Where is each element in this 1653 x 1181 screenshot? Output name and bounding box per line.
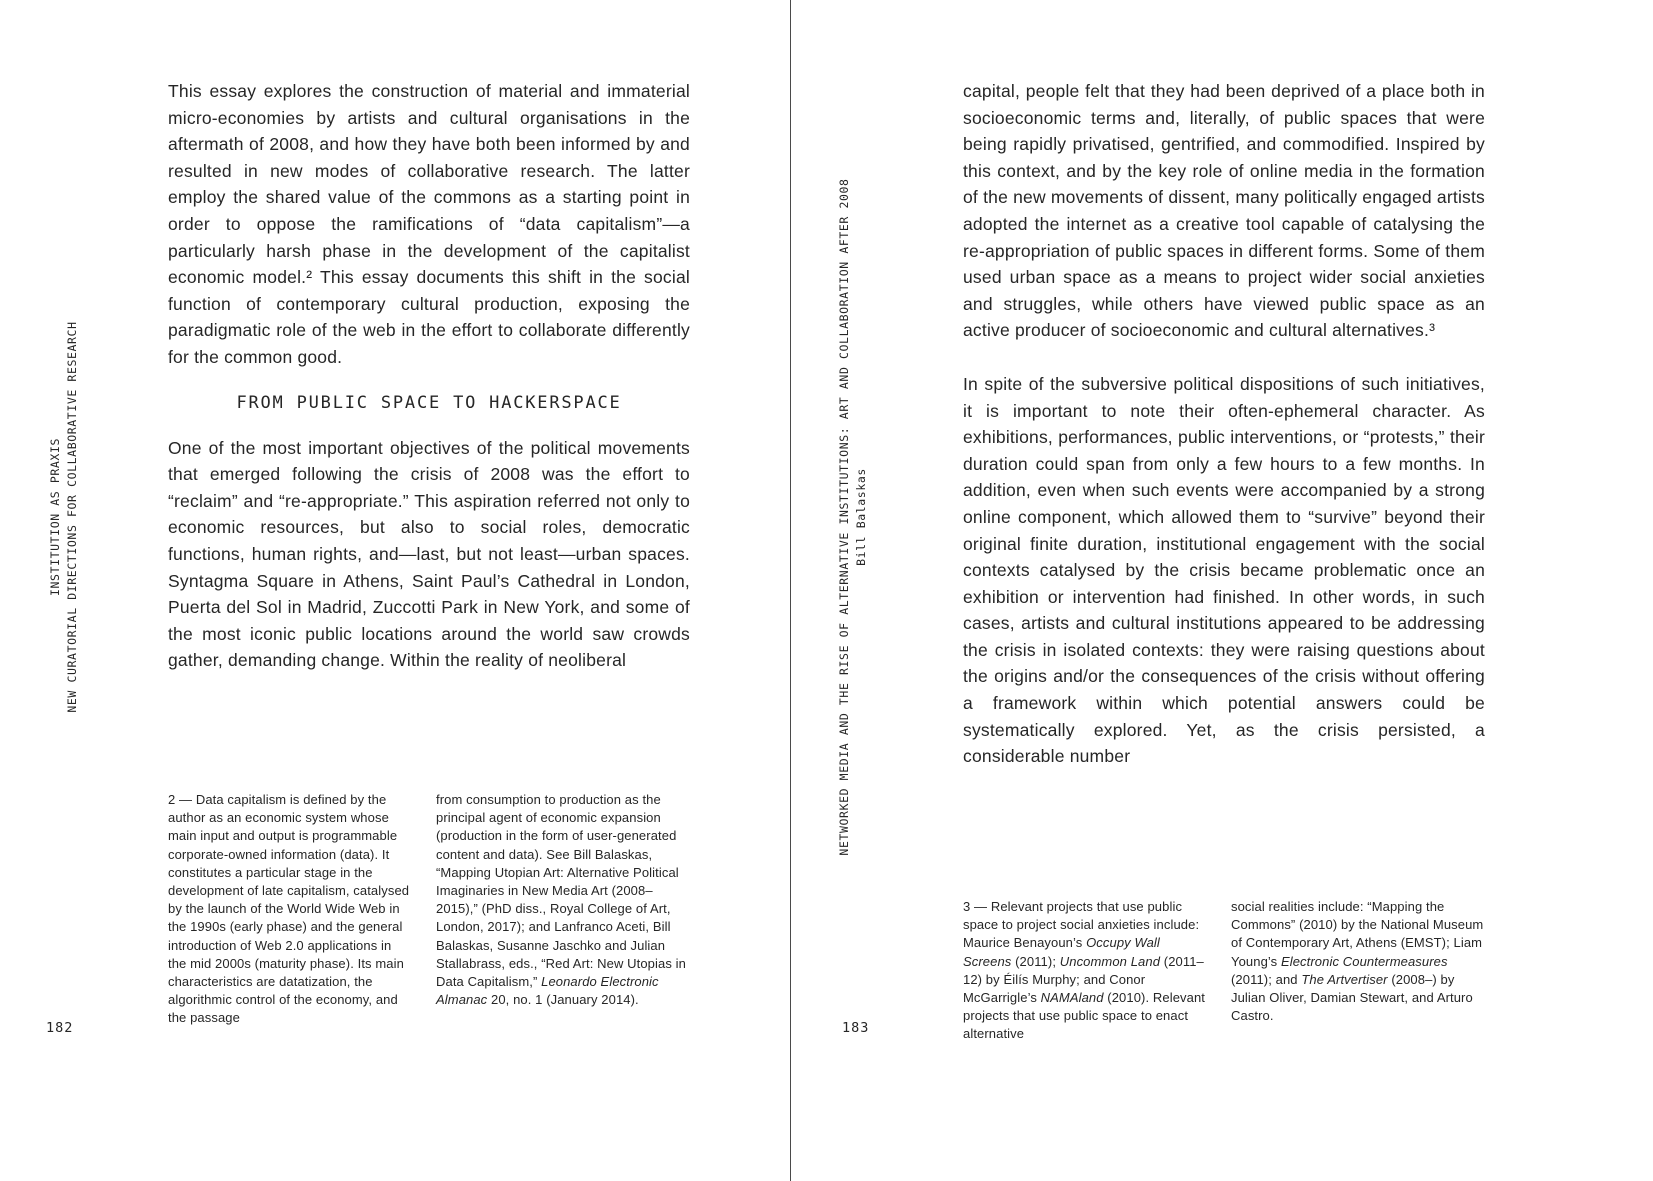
page-divider [790, 0, 791, 1181]
right-footnotes [963, 898, 1485, 1044]
page-number: 183 [842, 1020, 870, 1036]
right-body-column [963, 78, 1485, 770]
paragraph: This essay explores the construction of material and immaterial micro-economies by artists and cultural organisations in the aftermath of 2008, and how they have both been informed by and resulted in new modes of collaborative research. The latter employ the shared value of the commons as a starting point in order to oppose the ramifications of “data capitalism”—a particularly harsh phase in the development of the capitalist economic model.² This essay documents this shift in the social function of contemporary cultural production, exposing the paradigmatic role of the web in the effort to collaborate differently for the common good. [168, 81, 690, 367]
page-number: 182 [46, 1020, 74, 1036]
left-body-column [168, 78, 690, 674]
paragraph: One of the most important objectives of the political movements that emerged following the crisis of 2008 was the effort to “reclaim” and “re-appropriate.” This aspiration referred not only to economic resources, but also to social roles, democratic functions, human rights, and—last, but not least—urban spaces. Syntagma Square in Athens, Saint Paul’s Cathedral in London, Puerta del Sol in Madrid, Zuccotti Park in New York, and some of the most iconic public locations around the world saw crowds gather, demanding change. Within the reality of neoliberal [168, 437, 690, 671]
running-head-chapter-title: NETWORKED MEDIA AND THE RISE OF ALTERNATIVE INSTITUTIONS: ART AND COLLABORATION AFTER 2008 [837, 178, 851, 856]
section-heading: FROM PUBLIC SPACE TO HACKERSPACE [236, 392, 622, 413]
left-running-head [47, 321, 81, 712]
running-head-series-subtitle: NEW CURATORIAL DIRECTIONS FOR COLLABORATIVE RESEARCH [65, 321, 79, 713]
running-head-author: Bill Balaskas [854, 468, 868, 566]
paragraph: capital, people felt that they had been deprived of a place both in socioeconomic terms and, literally, of public spaces that were being rapidly privatised, gentrified, and commodified. Inspired by this context, and by the key role of online media in the formation of the new movements of dissent, many politically engaged artists adopted the internet as a creative tool capable of catalysing the re-appropriation of public spaces in different forms. Some of them used urban space as a means to project wider social anxieties and struggles, while others have viewed public space as an active producer of socioeconomic and cultural alternatives.³ [963, 81, 1485, 341]
paragraph: In spite of the subversive political dispositions of such initiatives, it is important to note their often-ephemeral character. As exhibitions, performances, public interventions, or “protests,” their duration could span from only a few hours to a few months. In addition, even when such events were accompanied by a strong online component, which allowed them to “survive” beyond their original finite duration, institutional engagement with the social contexts catalysed by the crisis became problematic once an exhibition or intervention had finished. In other words, in such cases, artists and cultural institutions appeared to be addressing the crisis in isolated contexts: they were raising questions about the origins and/or the consequences of the crisis without offering a framework within which potential answers could be systematically explored. Yet, as the crisis persisted, a considerable number [963, 373, 1485, 767]
footnote-column: from consumption to production as the principal agent of economic expansion (production in the form of user-generated content and data). See Bill Balaskas, “Mapping Utopian Art: Alternative Political Imaginaries in New Media Art (2008–2015),” (PhD diss., Royal College of Art, London, 2017); and Lanfranco Aceti, Bill Balaskas, Susanne Jaschko and Julian Stallabrass, eds., “Red Art: New Utopias in Data Capitalism,” Leonardo Electronic Almanac 20, no. 1 (January 2014). [436, 792, 686, 1008]
footnote-column: 2 — Data capitalism is defined by the author as an economic system whose main input and output is programmable corporate-owned information (data). It constitutes a particular stage in the development of late capitalism, catalysed by the launch of the World Wide Web in the 1990s (early phase) and the general introduction of Web 2.0 applications in the mid 2000s (maturity phase). Its main characteristics are datatization, the algorithmic control of the economy, and the passage [168, 792, 410, 1026]
running-head-series-title: INSTITUTION AS PRAXIS [48, 438, 62, 597]
right-running-head [836, 178, 870, 855]
left-footnotes [168, 791, 690, 1028]
footnote-column: social realities include: “Mapping the Commons” (2010) by the National Museum of Contemporary Art, Athens (EMST); Liam Young’s Electronic Countermeasures (2011); and The Artvertiser (2008–) by Julian Oliver, Damian Stewart, and Arturo Castro. [1231, 899, 1484, 1024]
footnote-column: 3 — Relevant projects that use public space to project social anxieties include: Maurice Benayoun’s Occupy Wall Screens (2011); Uncommon Land (2011–12) by Éilís Murphy; and Conor McGarrigle’s NAMAland (2010). Relevant projects that use public space to enact alternative [963, 899, 1205, 1042]
